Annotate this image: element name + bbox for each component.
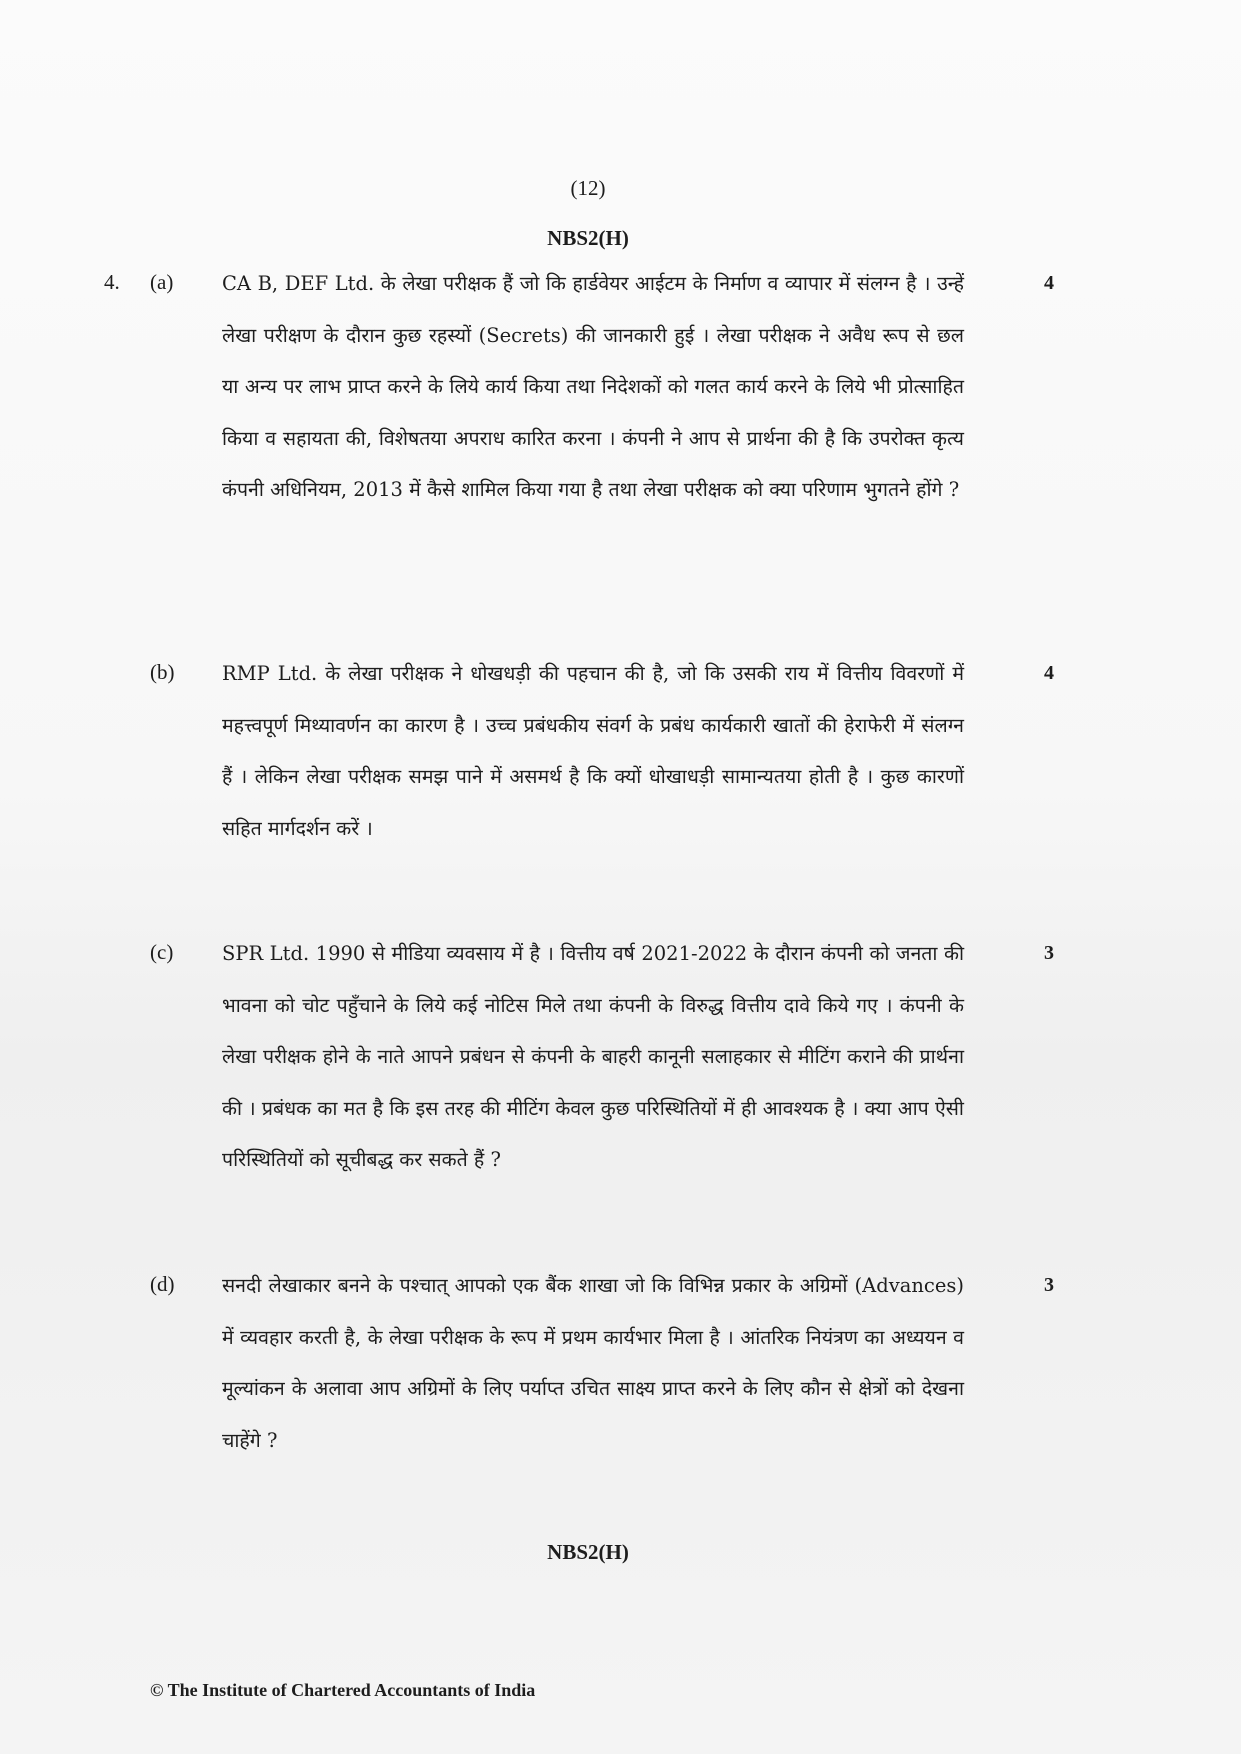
part-label: (b) (150, 660, 175, 684)
part-label: (a) (150, 270, 174, 294)
part-label: (c) (150, 940, 174, 964)
part-text: CA B, DEF Ltd. के लेखा परीक्षक हैं जो कि हार्डवेयर आईटम के निर्माण व व्यापार में संलग्न है । उन्हें लेखा परीक्षण के दौरान कुछ रहस्यों (Secrets) की जानकारी हुई । लेखा परीक्षक ने अवैध रूप से छल या अन्य पर लाभ प्राप्त करने के लिये कार्य किया तथा निदेशकों को गलत कार्य करने के लिये भी प्रोत्साहित किया व सहायता की, विशेषतया अपराध कारित करना । कंपनी ने आप से प्रार्थना की है कि उपरोक्त कृत्य कंपनी अधिनियम, 2013 में कैसे शामिल किया गया है तथा लेखा परीक्षक को क्या परिणाम भुगतने होंगे ? (222, 272, 964, 501)
part-text: SPR Ltd. 1990 से मीडिया व्यवसाय में है । वित्तीय वर्ष 2021-2022 के दौरान कंपनी को जनता की भावना को चोट पहुँचाने के लिये कई नोटिस मिले तथा कंपनी के विरुद्ध वित्तीय दावे किये गए । कंपनी के लेखा परीक्षक होने के नाते आपने प्रबंधन से कंपनी के बाहरी कानूनी सलाहकार से मीटिंग कराने की प्रार्थना की । प्रबंधक का मत है कि इस तरह की मीटिंग केवल कुछ परिस्थितियों में ही आवश्यक है । क्या आप ऐसी परिस्थितियों को सूचीबद्ध कर सकते हैं ? (222, 942, 964, 1171)
marks-c: 3 (1044, 942, 1054, 964)
part-text: सनदी लेखाकार बनने के पश्चात् आपको एक बैंक शाखा जो कि विभिन्न प्रकार के अग्रिमों (Advances) में व्यवहार करती है, के लेखा परीक्षक के रूप में प्रथम कार्यभार मिला है । आंतरिक नियंत्रण का अध्ययन व मूल्यांकन के अलावा आप अग्रिमों के लिए पर्याप्त उचित साक्ष्य प्राप्त करने के लिए कौन से क्षेत्रों को देखना चाहेंगे ? (222, 1274, 964, 1452)
part-text: RMP Ltd. के लेखा परीक्षक ने धोखधड़ी की पहचान की है, जो कि उसकी राय में वित्तीय विवरणों में महत्त्वपूर्ण मिथ्यावर्णन का कारण है । उच्च प्रबंधकीय संवर्ग के प्रबंध कार्यकारी खातों की हेराफेरी में संलग्न हैं । लेकिन लेखा परीक्षक समझ पाने में असमर्थ है कि क्यों धोखाधड़ी सामान्यतया होती है । कुछ कारणों सहित मार्गदर्शन करें । (222, 662, 964, 840)
part-label: (d) (150, 1272, 175, 1296)
page-number: (12) (570, 176, 606, 200)
copyright-notice: © The Institute of Chartered Accountants of India (150, 1680, 536, 1700)
marks-a: 4 (1044, 272, 1054, 294)
paper-code-header: NBS2(H) (547, 226, 629, 250)
marks-b: 4 (1044, 662, 1054, 684)
question-number: 4. (104, 270, 120, 294)
marks-d: 3 (1044, 1274, 1054, 1296)
paper-code-footer: NBS2(H) (547, 1540, 629, 1564)
